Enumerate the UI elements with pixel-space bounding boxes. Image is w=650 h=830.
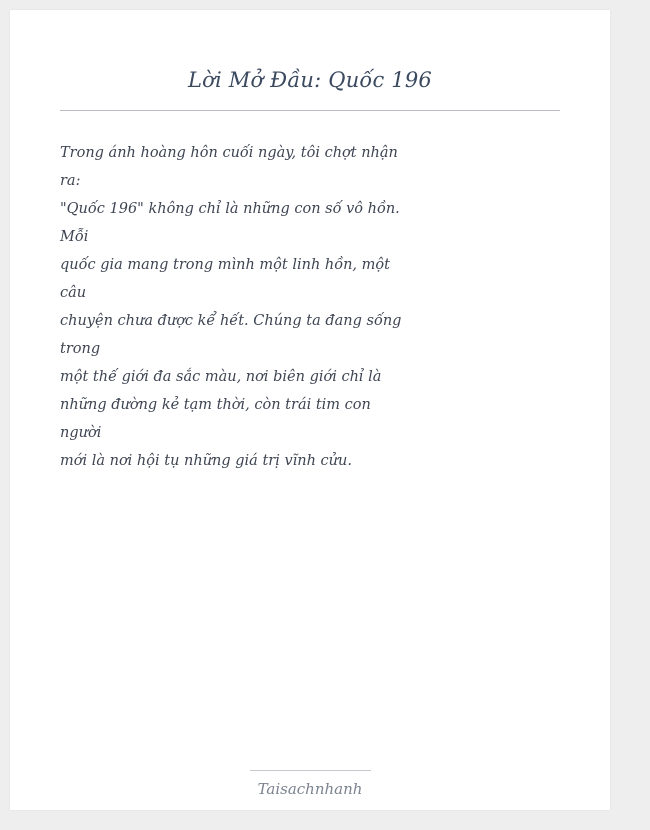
document-page xyxy=(10,10,610,810)
footer-divider xyxy=(250,770,371,771)
text-line: Mỗi xyxy=(60,229,89,245)
text-line: trong xyxy=(60,341,101,357)
text-line: câu xyxy=(60,285,87,301)
text-line: một thế giới đa sắc màu, nơi biên giới chỉ là xyxy=(60,369,382,385)
title-divider xyxy=(60,110,560,111)
text-line: quốc gia mang trong mình một linh hồn, một xyxy=(60,257,390,273)
text-line: mới là nơi hội tụ những giá trị vĩnh cửu. xyxy=(60,453,352,469)
text-line: những đường kẻ tạm thời, còn trái tim con xyxy=(60,397,371,413)
text-line: chuyện chưa được kể hết. Chúng ta đang sống xyxy=(60,313,402,329)
body-text xyxy=(60,139,402,475)
text-line: người xyxy=(60,425,102,441)
text-line: Trong ánh hoàng hôn cuối ngày, tôi chợt nhận xyxy=(60,145,398,161)
text-line: ra: xyxy=(60,173,81,189)
page-title: Lời Mở Đầu: Quốc 196 xyxy=(187,68,432,92)
text-line: "Quốc 196" không chỉ là những con số vô hồn. xyxy=(60,201,400,217)
footer-brand: Taisachnhanh xyxy=(257,780,363,798)
